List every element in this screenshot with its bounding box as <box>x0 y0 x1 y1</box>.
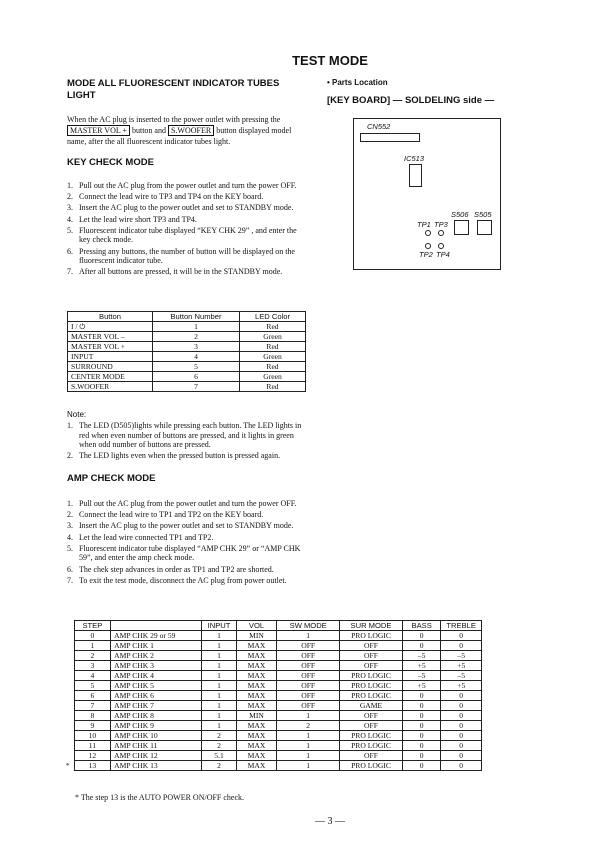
table-cell: 6 <box>74 691 110 701</box>
table-row <box>68 372 306 382</box>
table-row <box>62 671 482 681</box>
tp2-pin <box>425 243 431 249</box>
table-cell: PRO LOGIC <box>340 631 403 641</box>
table-row <box>68 342 306 352</box>
tp3-label: TP3 <box>434 220 448 229</box>
ic513-chip <box>409 164 422 187</box>
table-cell: 1 <box>202 711 236 721</box>
ic513-label: IC513 <box>404 154 425 163</box>
table-cell: Green <box>240 352 306 362</box>
table-cell: 0 <box>402 731 441 741</box>
table-cell: OFF <box>277 651 340 661</box>
all-light-description <box>67 114 307 147</box>
table-cell: CENTER MODE <box>68 372 153 382</box>
page-title: TEST MODE <box>292 53 368 68</box>
s506-label: S506 <box>451 210 469 219</box>
table-cell: MAX <box>236 691 277 701</box>
table-cell: MAX <box>236 741 277 751</box>
table-row <box>62 721 482 731</box>
table-cell: AMP CHK 6 <box>111 691 202 701</box>
table-cell: 1 <box>202 641 236 651</box>
parts-location-heading: [KEY BOARD] — SOLDELING side — <box>327 95 495 106</box>
table-cell: MAX <box>236 661 277 671</box>
table-cell: AMP CHK 11 <box>111 741 202 751</box>
table-cell: OFF <box>277 641 340 651</box>
cn552-connector <box>360 133 420 142</box>
list-number: 1. <box>67 421 73 430</box>
table-cell: 4 <box>74 671 110 681</box>
table-cell: 10 <box>74 731 110 741</box>
list-number: 1. <box>67 181 73 190</box>
table-cell: –5 <box>441 651 482 661</box>
cn552-label: CN552 <box>367 122 391 131</box>
table-cell: PRO LOGIC <box>340 731 403 741</box>
table-cell: MAX <box>236 721 277 731</box>
table-cell: PRO LOGIC <box>340 681 403 691</box>
tp3-pin <box>438 230 444 236</box>
list-text: Connect the lead wire to TP3 and TP4 on the KEY board. <box>79 192 264 202</box>
table-cell: AMP CHK 12 <box>111 751 202 761</box>
table-cell: 1 <box>277 631 340 641</box>
table-cell: 5 <box>153 362 240 372</box>
section-heading-amp-check: AMP CHECK MODE <box>67 473 156 484</box>
table-cell: 1 <box>202 681 236 691</box>
step-marker <box>62 661 74 671</box>
table-cell: 2 <box>74 651 110 661</box>
list-text: Insert the AC plug to the power outlet and set to STANDBY mode. <box>79 521 294 531</box>
amp-check-step <box>67 544 307 563</box>
amp-check-step <box>67 576 307 586</box>
table-cell: GAME <box>340 701 403 711</box>
table-row <box>62 701 482 711</box>
table-cell: AMP CHK 8 <box>111 711 202 721</box>
table-cell: 1 <box>74 641 110 651</box>
key-check-notes <box>67 421 307 463</box>
table-cell: 1 <box>153 322 240 332</box>
table-cell: 5.1 <box>202 751 236 761</box>
table-cell: MAX <box>236 651 277 661</box>
step-table-header-row <box>62 621 482 631</box>
key-check-table <box>67 311 306 392</box>
table-cell: AMP CHK 2 <box>111 651 202 661</box>
table-cell: INPUT <box>68 352 153 362</box>
list-text: Fluorescent indicator tube displayed “KEY CHK 29” , and enter the key check mode. <box>79 225 297 245</box>
table-row <box>62 761 482 771</box>
table-cell: 1 <box>277 751 340 761</box>
step-marker <box>62 721 74 731</box>
list-text: Pressing any buttons, the number of button will be displayed on the fluorescent indicator tube. <box>79 246 295 266</box>
step-marker <box>62 701 74 711</box>
all-light-text-c: button displayed model name, after the all fluorescent indicator tubes light. <box>67 126 292 146</box>
page-number: — 3 — <box>315 816 345 827</box>
table-cell: +5 <box>402 681 441 691</box>
key-check-step <box>67 247 307 266</box>
list-number: 4. <box>67 214 73 224</box>
list-number: 4. <box>67 532 73 542</box>
table-cell: 2 <box>202 761 236 771</box>
tp1-label: TP1 <box>417 220 431 229</box>
list-number: 1. <box>67 499 73 508</box>
table-cell: OFF <box>340 661 403 671</box>
key-table-header-row <box>68 312 306 322</box>
table-cell: Green <box>240 332 306 342</box>
table-cell: 0 <box>441 751 482 761</box>
table-cell: AMP CHK 4 <box>111 671 202 681</box>
list-number: 7. <box>67 575 73 585</box>
table-cell: 8 <box>74 711 110 721</box>
table-cell: 3 <box>74 661 110 671</box>
key-table-wrap <box>67 311 306 392</box>
table-cell: AMP CHK 5 <box>111 681 202 691</box>
step-header-display <box>111 621 202 631</box>
table-cell: S.WOOFER <box>68 382 153 392</box>
table-cell: AMP CHK 7 <box>111 701 202 711</box>
list-text: The LED (D505)lights while pressing each button. The LED lights in red when even number of buttons are pressed, and it lights in green when odd number of buttons are pressed. <box>79 421 302 450</box>
key-check-step <box>67 203 307 213</box>
table-row <box>62 631 482 641</box>
list-number: 7. <box>67 267 73 277</box>
list-text: Insert the AC plug to the power outlet and set to STANDBY mode. <box>79 203 294 213</box>
table-cell: 7 <box>153 382 240 392</box>
all-light-text-a: When the AC plug is inserted to the power outlet with pressing the <box>67 115 281 124</box>
table-cell: AMP CHK 13 <box>111 761 202 771</box>
tp4-pin <box>438 243 444 249</box>
table-cell: MASTER VOL + <box>68 342 153 352</box>
table-cell: OFF <box>277 661 340 671</box>
table-cell: PRO LOGIC <box>340 761 403 771</box>
list-text: The chek step advances in order as TP1 and TP2 are shorted. <box>79 564 274 574</box>
table-cell: 0 <box>441 711 482 721</box>
table-cell: OFF <box>340 641 403 651</box>
table-cell: AMP CHK 1 <box>111 641 202 651</box>
step-marker: * <box>65 761 70 770</box>
table-cell: 3 <box>153 342 240 352</box>
table-cell: 1 <box>277 741 340 751</box>
table-cell: 0 <box>402 761 441 771</box>
table-row <box>68 352 306 362</box>
list-text: Fluorescent indicator tube displayed “AMP CHK 29” or “AMP CHK 59”, and enter the amp check mode. <box>79 543 301 563</box>
table-cell: MAX <box>236 641 277 651</box>
table-row <box>62 691 482 701</box>
list-number: 5. <box>67 543 73 553</box>
table-cell: OFF <box>277 671 340 681</box>
table-cell: 0 <box>441 721 482 731</box>
key-check-step <box>67 267 307 277</box>
tp4-label: TP4 <box>436 250 450 259</box>
table-cell: SURROUND <box>68 362 153 372</box>
key-board-diagram <box>353 118 501 270</box>
table-row <box>62 641 482 651</box>
section-heading-all-light: MODE ALL FLUORESCENT INDICATOR TUBES LIGHT <box>67 78 280 102</box>
list-number: 2. <box>67 192 73 202</box>
amp-step-table <box>62 620 482 771</box>
table-row <box>68 382 306 392</box>
table-cell: 0 <box>402 711 441 721</box>
table-cell: Red <box>240 382 306 392</box>
table-cell: 4 <box>153 352 240 362</box>
step-header-bass: BASS <box>402 621 441 631</box>
s505-switch <box>477 220 492 235</box>
table-cell: OFF <box>277 681 340 691</box>
table-cell: Green <box>240 372 306 382</box>
table-cell: MAX <box>236 671 277 681</box>
table-cell: OFF <box>340 751 403 761</box>
step-marker <box>62 741 74 751</box>
step-marker <box>62 751 74 761</box>
step-header-treble: TREBLE <box>441 621 482 631</box>
table-cell: 2 <box>202 741 236 751</box>
list-number: 6. <box>67 246 73 256</box>
key-check-steps <box>67 181 307 279</box>
table-cell: PRO LOGIC <box>340 691 403 701</box>
list-number: 6. <box>67 564 73 574</box>
table-cell: 1 <box>202 701 236 711</box>
all-light-text-b: button and <box>131 126 166 135</box>
table-cell: 6 <box>153 372 240 382</box>
table-cell: 11 <box>74 741 110 751</box>
amp-check-step <box>67 510 307 520</box>
table-row <box>68 332 306 342</box>
table-cell: 5 <box>74 681 110 691</box>
table-cell: 0 <box>402 701 441 711</box>
table-row <box>62 661 482 671</box>
table-cell: MAX <box>236 731 277 741</box>
table-row <box>62 751 482 761</box>
step-marker <box>62 711 74 721</box>
list-text: Let the lead wire short TP3 and TP4. <box>79 214 197 224</box>
table-cell: 1 <box>277 711 340 721</box>
table-cell: 0 <box>402 641 441 651</box>
key-check-note <box>67 421 307 450</box>
list-number: 2. <box>67 451 73 461</box>
table-cell: 0 <box>402 721 441 731</box>
list-number: 3. <box>67 521 73 531</box>
table-cell: MAX <box>236 761 277 771</box>
table-row <box>68 362 306 372</box>
list-text: To exit the test mode, disconnect the AC plug from power outlet. <box>79 575 287 585</box>
table-cell: I / ⏻ <box>68 322 153 332</box>
list-number: 3. <box>67 203 73 213</box>
section-heading-key-check: KEY CHECK MODE <box>67 157 154 168</box>
key-check-step <box>67 226 307 245</box>
table-cell: OFF <box>277 691 340 701</box>
table-cell: PRO LOGIC <box>340 671 403 681</box>
key-check-step <box>67 181 307 191</box>
table-cell: –5 <box>402 651 441 661</box>
table-cell: 2 <box>202 731 236 741</box>
table-cell: OFF <box>340 721 403 731</box>
table-cell: –5 <box>402 671 441 681</box>
table-cell: AMP CHK 10 <box>111 731 202 741</box>
table-cell: 1 <box>202 671 236 681</box>
tp1-pin <box>425 230 431 236</box>
step-marker <box>62 681 74 691</box>
table-cell: Red <box>240 322 306 332</box>
table-cell: 0 <box>441 691 482 701</box>
step-header-sw-mode: SW MODE <box>277 621 340 631</box>
table-row <box>62 711 482 721</box>
table-cell: 0 <box>441 701 482 711</box>
table-cell: OFF <box>340 651 403 661</box>
list-text: Pull out the AC plug from the power outlet and turn the power OFF. <box>79 181 297 190</box>
step-table-wrap <box>62 620 482 771</box>
parts-location-label: • Parts Location <box>327 78 388 87</box>
list-text: Connect the lead wire to TP1 and TP2 on the KEY board. <box>79 510 264 520</box>
step-header-sur-mode: SUR MODE <box>340 621 403 631</box>
table-row <box>62 741 482 751</box>
table-cell: 0 <box>441 641 482 651</box>
master-vol-plus-key: MASTER VOL + <box>67 125 130 136</box>
table-cell: PRO LOGIC <box>340 741 403 751</box>
table-cell: 0 <box>441 631 482 641</box>
table-cell: OFF <box>340 711 403 721</box>
amp-check-step <box>67 565 307 575</box>
table-cell: +5 <box>402 661 441 671</box>
table-cell: 12 <box>74 751 110 761</box>
amp-check-step <box>67 533 307 543</box>
step-header-vol: VOL <box>236 621 277 631</box>
key-check-step <box>67 192 307 202</box>
table-cell: MAX <box>236 701 277 711</box>
list-text: Let the lead wire connected TP1 and TP2. <box>79 532 214 542</box>
table-cell: –5 <box>441 671 482 681</box>
key-check-note <box>67 451 307 461</box>
table-cell: 1 <box>202 651 236 661</box>
list-text: After all buttons are pressed, it will be in the STANDBY mode. <box>79 267 283 277</box>
amp-check-steps <box>67 499 307 587</box>
table-cell: OFF <box>277 701 340 711</box>
table-row <box>68 322 306 332</box>
list-text: The LED lights even when the pressed button is pressed again. <box>79 451 281 461</box>
step-header-step: STEP <box>74 621 110 631</box>
table-row <box>62 731 482 741</box>
s505-label: S505 <box>474 210 492 219</box>
step-marker <box>62 641 74 651</box>
s-woofer-key: S.WOOFER <box>168 125 214 136</box>
step-marker <box>62 651 74 661</box>
table-cell: 2 <box>153 332 240 342</box>
table-cell: 9 <box>74 721 110 731</box>
note-label: Note: <box>67 410 87 419</box>
step-header-input: INPUT <box>202 621 236 631</box>
table-cell: 0 <box>441 731 482 741</box>
table-cell: AMP CHK 9 <box>111 721 202 731</box>
tp2-label: TP2 <box>419 250 433 259</box>
table-cell: 1 <box>277 731 340 741</box>
table-cell: 13 <box>74 761 110 771</box>
table-cell: +5 <box>441 661 482 671</box>
table-cell: MASTER VOL – <box>68 332 153 342</box>
table-row <box>62 651 482 661</box>
table-cell: MAX <box>236 751 277 761</box>
list-text: Pull out the AC plug from the power outlet and turn the power OFF. <box>79 499 297 508</box>
amp-check-step <box>67 521 307 531</box>
table-cell: AMP CHK 3 <box>111 661 202 671</box>
amp-check-step <box>67 499 307 509</box>
table-cell: 0 <box>441 741 482 751</box>
step-marker <box>62 631 74 641</box>
table-cell: 0 <box>402 691 441 701</box>
table-cell: 0 <box>402 741 441 751</box>
table-cell: 0 <box>74 631 110 641</box>
table-cell: +5 <box>441 681 482 691</box>
s506-switch <box>454 220 469 235</box>
step-marker <box>62 671 74 681</box>
table-cell: 1 <box>202 661 236 671</box>
key-check-step <box>67 215 307 225</box>
list-number: 2. <box>67 510 73 520</box>
table-cell: AMP CHK 29 or 59 <box>111 631 202 641</box>
table-row <box>62 681 482 691</box>
key-table-header-button: Button <box>68 312 153 322</box>
table-cell: 1 <box>202 721 236 731</box>
table-cell: MAX <box>236 681 277 691</box>
table-cell: 0 <box>402 631 441 641</box>
step-marker <box>62 731 74 741</box>
table-cell: Red <box>240 362 306 372</box>
table-cell: 1 <box>202 691 236 701</box>
step-table-footnote: * The step 13 is the AUTO POWER ON/OFF check. <box>75 793 245 802</box>
table-cell: 2 <box>277 721 340 731</box>
key-table-header-led: LED Color <box>240 312 306 322</box>
table-cell: 1 <box>202 631 236 641</box>
step-marker <box>62 691 74 701</box>
table-cell: 1 <box>277 761 340 771</box>
table-cell: MIN <box>236 631 277 641</box>
table-cell: MIN <box>236 711 277 721</box>
table-cell: 7 <box>74 701 110 711</box>
table-cell: 0 <box>441 761 482 771</box>
key-table-header-number: Button Number <box>153 312 240 322</box>
table-cell: Red <box>240 342 306 352</box>
list-number: 5. <box>67 225 73 235</box>
table-cell: 0 <box>402 751 441 761</box>
